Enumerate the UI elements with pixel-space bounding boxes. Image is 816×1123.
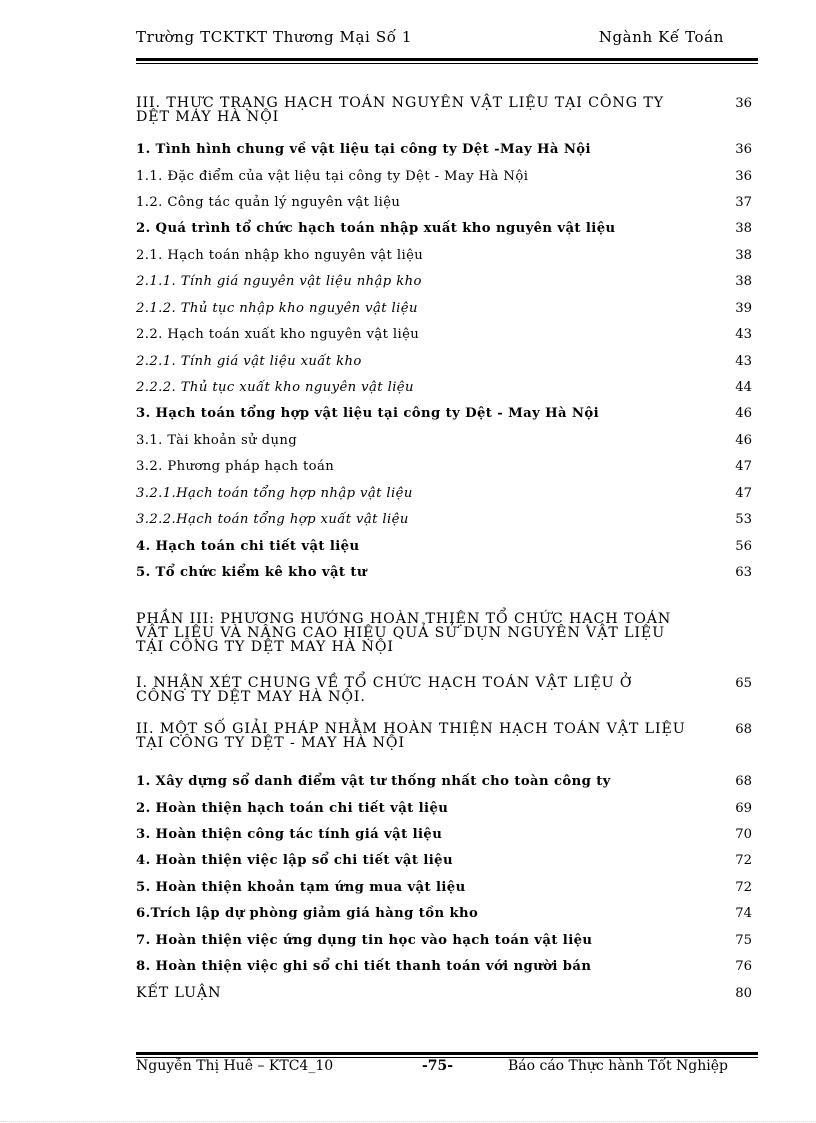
toc-entry-title: 3.2.2.Hạch toán tổng hợp xuất vật liệu (136, 512, 409, 527)
toc-entry (136, 195, 756, 210)
toc-entry-title: 2.2.1. Tính giá vật liệu xuất kho (136, 354, 362, 369)
toc-entry-title: 6.Trích lập dự phòng giảm giá hàng tồn kho (136, 906, 479, 921)
footer-page-number: -75- (422, 1058, 454, 1074)
toc-entry-page: 39 (735, 301, 752, 316)
toc-entry-title: I. NHẬN XÉT CHUNG VỀ TỔ CHỨC HẠCH TOÁN VẬT LIỆU Ở CÔNG TY DỆT MAY HÀ NỘI. (136, 675, 633, 705)
toc-entry (136, 221, 756, 236)
toc-entry-page: 43 (735, 327, 752, 342)
toc-entry-title: 2. Quá trình tổ chức hạch toán nhập xuất kho nguyên vật liệu (136, 221, 616, 236)
toc-entry (136, 933, 756, 948)
toc-entry-page: 72 (735, 880, 752, 895)
toc-entry (136, 722, 756, 750)
toc-entry (136, 327, 756, 342)
toc-entry-title: 2.1.2. Thủ tục nhập kho nguyên vật liệu (136, 301, 418, 316)
toc-entry-page: 63 (735, 565, 752, 580)
toc-entry (136, 486, 756, 501)
toc-entry-title: 7. Hoàn thiện việc ứng dụng tin học vào hạch toán vật liệu (136, 933, 593, 948)
toc-entry (136, 986, 756, 1000)
toc-entry (136, 512, 756, 527)
footer-rule-thick (136, 1052, 758, 1055)
toc-entry-page: 68 (735, 722, 752, 737)
toc-entry-page: 53 (735, 512, 752, 527)
toc-entry-page: 76 (735, 959, 752, 974)
toc-entry-title: 3.1. Tài khoản sử dụng (136, 433, 298, 448)
toc-entry-page: 36 (735, 142, 752, 157)
toc-entry (136, 906, 756, 921)
toc-entry (136, 354, 756, 369)
toc-entry-title: 8. Hoàn thiện việc ghi sổ chi tiết thanh toán với người bán (136, 959, 592, 974)
toc-entry-page: 38 (735, 221, 752, 236)
toc-entry-page: 47 (735, 486, 752, 501)
toc-entry (136, 433, 756, 448)
toc-entry-page: 46 (735, 433, 752, 448)
toc-entry-title: 4. Hoàn thiện việc lập sổ chi tiết vật liệu (136, 853, 453, 868)
toc-entry-title: 3. Hạch toán tổng hợp vật liệu tại công ty Dệt - May Hà Nội (136, 406, 599, 421)
toc-entry (136, 774, 756, 789)
toc-entry (136, 169, 756, 184)
toc-entry-title: 1.1. Đặc điểm của vật liệu tại công ty Dệt - May Hà Nội (136, 169, 529, 184)
header-department: Ngành Kế Toán (598, 28, 724, 46)
toc-entry (136, 248, 756, 263)
footer-report-title: Báo cáo Thực hành Tốt Nghiệp (507, 1058, 728, 1074)
toc-entry-page: 69 (735, 801, 752, 816)
page-header (136, 28, 758, 50)
toc-entry-title: III. THỰC TRẠNG HẠCH TOÁN NGUYÊN VẬT LIỆU TẠI CÔNG TY DỆT MAY HÀ NỘI (136, 95, 665, 125)
toc-entry-title: 1.2. Công tác quản lý nguyên vật liệu (136, 195, 401, 210)
page-footer (136, 1058, 758, 1080)
toc-entry-page: 43 (735, 354, 752, 369)
toc-entry-page: 44 (735, 380, 752, 395)
toc-entry (136, 565, 756, 580)
toc-entry-title: 2.1. Hạch toán nhập kho nguyên vật liệu (136, 248, 424, 263)
toc-entry (136, 880, 756, 895)
toc-entry-page: 36 (735, 96, 752, 111)
toc-entry-page: 72 (735, 853, 752, 868)
toc-entry (136, 301, 756, 316)
header-school-name: Trường TCKTKT Thương Mại Số 1 (136, 28, 412, 46)
toc-entry-page: 74 (735, 906, 752, 921)
toc-entry-title: 1. Xây dựng sổ danh điểm vật tư thống nhất cho toàn công ty (136, 774, 611, 789)
toc-entry (136, 853, 756, 868)
header-rule-thick (136, 58, 758, 61)
toc-entry-page: 65 (735, 676, 752, 691)
toc-entry (136, 539, 756, 554)
toc-entry-page: 68 (735, 774, 752, 789)
toc-entry-title: 5. Tổ chức kiểm kê kho vật tư (136, 565, 367, 580)
toc-entry (136, 801, 756, 816)
toc-entry (136, 612, 756, 654)
page-bottom-edge (0, 1121, 816, 1122)
toc-entry-title: 4. Hạch toán chi tiết vật liệu (136, 539, 360, 554)
toc-entry-title: 2.1.1. Tính giá nguyên vật liệu nhập kho (136, 274, 422, 289)
toc-entry-title: 2.2. Hạch toán xuất kho nguyên vật liệu (136, 327, 420, 342)
toc-entry-page: 75 (735, 933, 752, 948)
toc-entry-page: 47 (735, 459, 752, 474)
toc-entry-title: 2. Hoàn thiện hạch toán chi tiết vật liệu (136, 801, 449, 816)
toc-entry (136, 959, 756, 974)
toc-entry-title: PHẦN III: PHƯƠNG HƯỚNG HOÀN THIỆN TỔ CHỨC HẠCH TOÁN VẬT LIỆU VÀ NÂNG CAO HIỆU QUẢ SỬ DỤN NGUYÊN VẬT LIỆU TẠI CÔNG TY DỆT MAY HÀ NỘI (136, 611, 672, 655)
toc-entry (136, 406, 756, 421)
toc-entry-title: 3. Hoàn thiện công tác tính giá vật liệu (136, 827, 443, 842)
toc-entry-page: 38 (735, 274, 752, 289)
header-rule-thin (136, 63, 758, 64)
toc-entry (136, 96, 756, 124)
toc-entry-title: 5. Hoàn thiện khoản tạm ứng mua vật liệu (136, 880, 466, 895)
toc-entry-title: 1. Tình hình chung về vật liệu tại công ty Dệt -May Hà Nội (136, 142, 591, 157)
toc-entry-title: 3.2. Phương pháp hạch toán (136, 459, 335, 474)
toc-entry-title: 2.2.2. Thủ tục xuất kho nguyên vật liệu (136, 380, 414, 395)
toc-entry-page: 80 (735, 986, 752, 1001)
toc-entry-page: 70 (735, 827, 752, 842)
toc-entry (136, 827, 756, 842)
toc-entry (136, 676, 756, 704)
footer-author: Nguyễn Thị Huê – KTC4_10 (136, 1058, 334, 1074)
toc-entry-page: 36 (735, 169, 752, 184)
toc-entry-page: 56 (735, 539, 752, 554)
toc-entry-page: 46 (735, 406, 752, 421)
toc-entry-title: KẾT LUẬN (136, 985, 222, 1001)
toc-entry-title: 3.2.1.Hạch toán tổng hợp nhập vật liệu (136, 486, 413, 501)
toc-entry-title: II. MỘT SỐ GIẢI PHÁP NHẰM HOÀN THIỆN HẠCH TOÁN VẬT LIỆU TẠI CÔNG TY DỆT - MAY HÀ NỘI (136, 721, 686, 751)
toc-entry-page: 38 (735, 248, 752, 263)
toc-entry (136, 142, 756, 157)
toc-entry-page: 37 (735, 195, 752, 210)
toc-entry (136, 380, 756, 395)
toc-entry (136, 274, 756, 289)
toc-entry (136, 459, 756, 474)
